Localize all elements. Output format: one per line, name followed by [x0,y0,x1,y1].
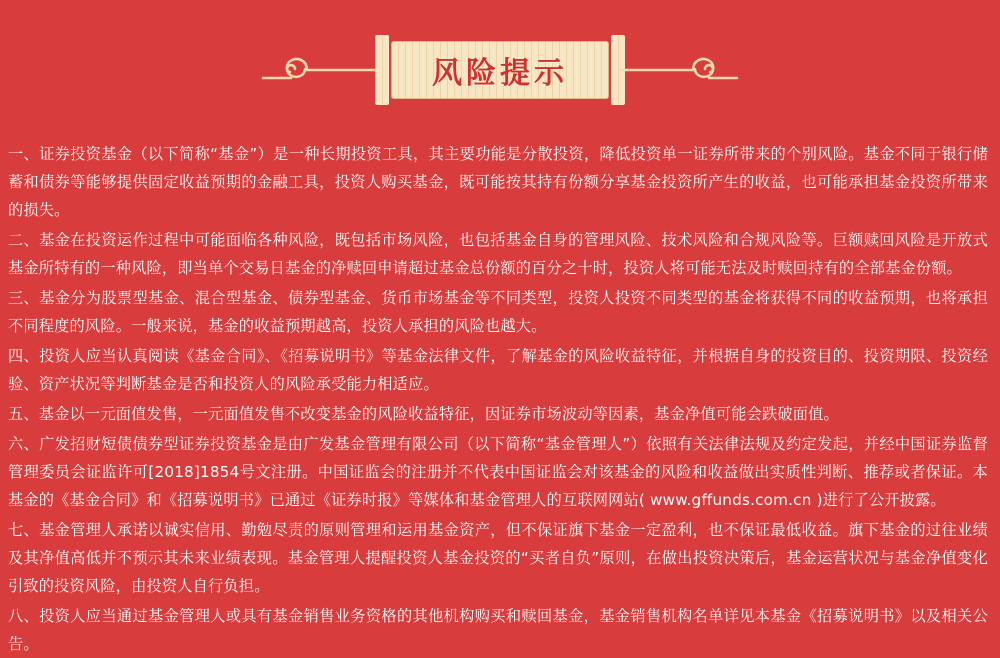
risk-paragraph-3: 三、基金分为股票型基金、混合型基金、债券型基金、货币市场基金等不同类型，投资人投资不同类型的基金将获得不同的收益预期，也将承担不同程度的风险。一般来说，基金的收益预期越高，投资人承担的风险也越大。 [8,289,988,335]
cloud-scroll-left-icon [261,47,381,93]
risk-paragraph-5: 五、基金以一元面值发售，一元面值发售不改变基金的风险收益特征，因证券市场波动等因素，基金净值可能会跌破面值。 [8,405,839,423]
risk-paragraph-1: 一、证券投资基金（以下简称“基金”）是一种长期投资工具，其主要功能是分散投资，降低投资单一证券所带来的个别风险。基金不同于银行储蓄和债券等能够提供固定收益预期的金融工具，投资人购买基金，既可能按其持有份额分享基金投资所产生的收益，也可能承担基金投资所带来的损失。 [8,145,988,219]
risk-paragraph-6 [8,430,988,514]
page-banner [0,0,1000,140]
risk-disclosure-content [0,140,1000,658]
banner-title-plate [391,41,609,99]
risk-paragraph-2: 二、基金在投资运作过程中可能面临各种风险，既包括市场风险，也包括基金自身的管理风险、技术风险和合规风险等。巨额赎回风险是开放式基金所特有的一种风险，即当单个交易日基金的净赎回申请超过基金总份额的百分之十时，投资人将可能无法及时赎回持有的全部基金份额。 [8,231,988,277]
fund-manager-website-link[interactable]: www.gffunds.com.cn [650,491,812,509]
risk-paragraph-6-text-after: )进行了公开披露。 [811,491,946,509]
risk-paragraph-7: 七、基金管理人承诺以诚实信用、勤勉尽责的原则管理和运用基金资产，但不保证旗下基金一定盈利，也不保证最低收益。旗下基金的过往业绩及其净值高低并不预示其未来业绩表现。基金管理人提醒投资人基金投资的“买者自负”原则，在做出投资决策后，基金运营状况与基金净值变化引致的投资风险，由投资人自行负担。 [8,521,988,595]
risk-paragraph-8: 八、投资人应当通过基金管理人或具有基金销售业务资格的其他机构购买和赎回基金，基金销售机构名单详见本基金《招募说明书》以及相关公告。 [8,607,988,653]
banner-inner [261,41,739,99]
risk-paragraph-6-text-before: 六、广发招财短债债券型证券投资基金是由广发基金管理有限公司（以下简称“基金管理人”）依照有关法律法规及约定发起，并经中国证券监督管理委员会证监许可[2018]1854号文注册。中国证监会的注册并不代表中国证监会对该基金的风险和收益做出实质性判断、推荐或者保证。本基金的《基金合同》和《招募说明书》已通过《证券时报》等媒体和基金管理人的互联网网站( [8,435,988,509]
page-title: 风险提示 [432,56,568,91]
cloud-scroll-right-icon [619,47,739,93]
risk-paragraph-4: 四、投资人应当认真阅读《基金合同》、《招募说明书》等基金法律文件，了解基金的风险收益特征，并根据自身的投资目的、投资期限、投资经验、资产状况等判断基金是否和投资人的风险承受能力相适应。 [8,347,988,393]
